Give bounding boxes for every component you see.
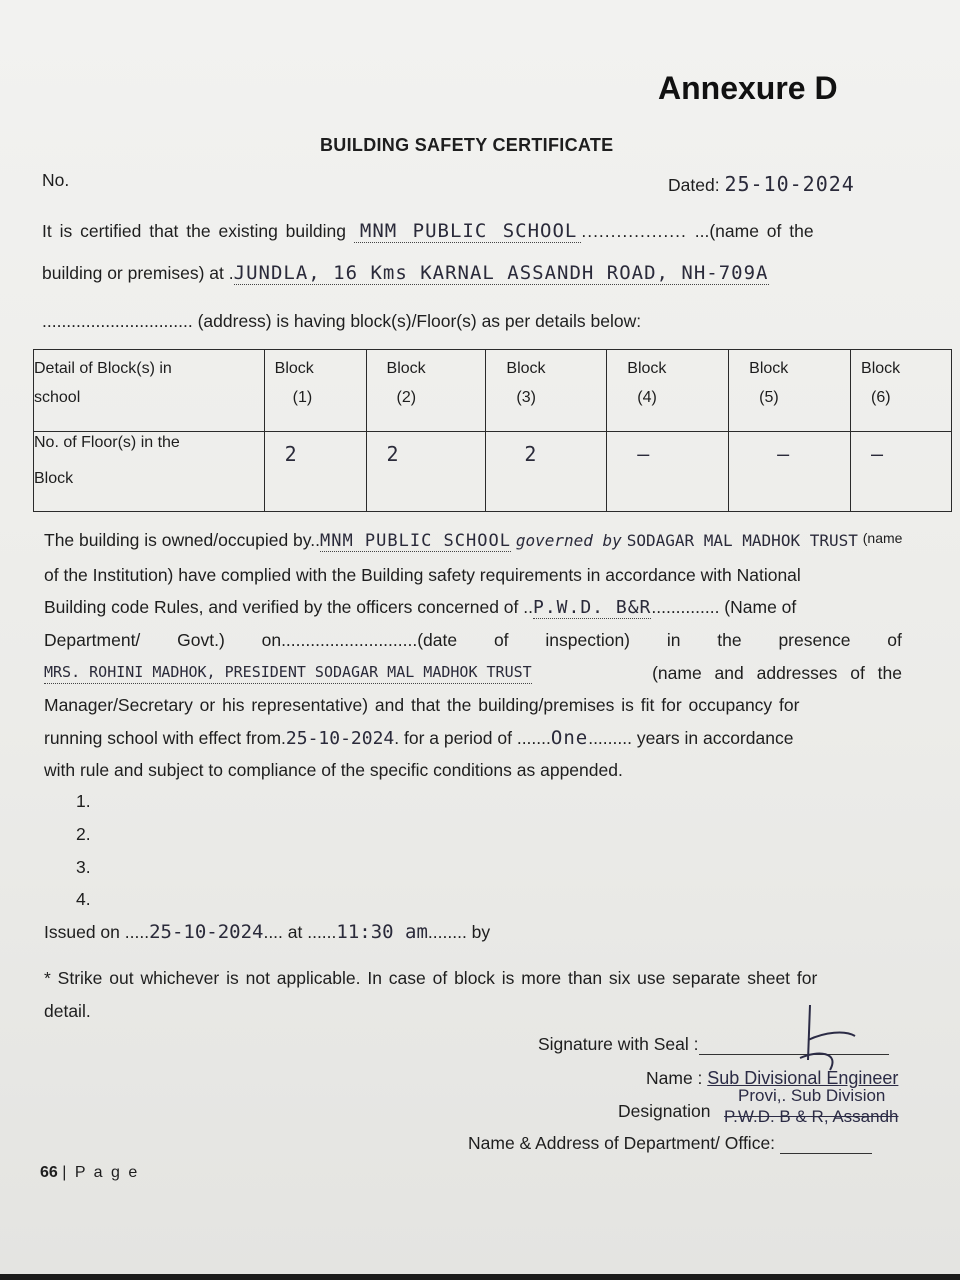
floor-count-2 — [366, 432, 486, 512]
intro-line-1-suffix: ...(name of the — [694, 221, 814, 241]
floor-count-3 — [486, 432, 607, 512]
body-line-7-prefix: running school with effect from. — [44, 728, 286, 748]
issued-prefix: Issued on ..... — [44, 922, 150, 942]
block-word: Block — [627, 360, 667, 377]
body-line-4-word: in — [666, 630, 681, 650]
block-header-3 — [486, 350, 607, 432]
block-word: Block — [274, 360, 314, 377]
body-line-4-word: on............................(date — [261, 630, 458, 650]
floor-value: — — [871, 442, 885, 466]
block-details-table — [33, 349, 952, 512]
building-name: MNM PUBLIC SCHOOL — [354, 220, 581, 243]
condition-4: 4. — [76, 889, 91, 909]
body-line-4-word: presence — [778, 630, 851, 650]
issued-at: .... at ...... — [263, 922, 337, 942]
block-header-1 — [264, 350, 366, 432]
floor-value: 2 — [524, 442, 538, 466]
condition-2: 2. — [76, 824, 91, 844]
body-line-8: with rule and subject to compliance of the specific conditions as appended. — [44, 760, 623, 780]
body-line-7 — [44, 727, 793, 749]
body-line-3-prefix: Building code Rules, and verified by the officers concerned of .. — [44, 597, 533, 617]
designation-label: Designation — [618, 1101, 711, 1121]
block-word: Block — [506, 360, 546, 377]
floor-value: — — [777, 442, 791, 466]
floor-count-5 — [729, 432, 851, 512]
office-row — [468, 1133, 872, 1154]
intro-line-3-text: (address) is having block(s)/Floor(s) as per details below: — [197, 311, 642, 331]
intro-line-3 — [42, 311, 641, 332]
floor-value: — — [637, 442, 651, 466]
body-line-4-word: Department/ — [44, 630, 141, 650]
floor-value: 2 — [386, 442, 400, 466]
body-line-4-word: the — [717, 630, 742, 650]
block-word: Block — [749, 360, 789, 377]
name-stamp: Sub Divisional Engineer — [707, 1068, 899, 1088]
premises-address: JUNDLA, 16 Kms KARNAL ASSANDH ROAD, NH-709A — [233, 262, 769, 284]
body-line-4-word: Govt.) — [177, 630, 225, 650]
trust-name: SODAGAR MAL MADHOK TRUST — [626, 531, 858, 550]
owner-line — [44, 530, 902, 551]
body-line-6: Manager/Secretary or his representative) and that the building/premises is fit for occupancy for — [44, 695, 800, 715]
block-header-4 — [607, 350, 729, 432]
owner-prefix: The building is owned/occupied by.. — [44, 530, 320, 550]
name-label: Name : — [646, 1068, 703, 1088]
block-number: (1) — [292, 389, 313, 406]
body-line-4 — [44, 630, 902, 651]
governed-by: governed by — [515, 531, 622, 550]
body-line-5 — [44, 663, 902, 684]
floor-count-label-cell — [34, 432, 265, 512]
intro-line-2 — [42, 262, 769, 284]
name-word: (name — [862, 530, 903, 546]
body-line-4-word: of — [493, 630, 509, 650]
floor-count-4 — [607, 432, 729, 512]
body-line-2: of the Institution) have complied with the Building safety requirements in accordance with National — [44, 565, 801, 585]
office-label: Name & Address of Department/ Office: — [468, 1133, 776, 1153]
intro-line-1: It is certified that the existing building MNM PUBLIC SCHOOL .................. ...(name of the — [42, 220, 814, 242]
signature-label: Signature with Seal : — [538, 1034, 699, 1054]
issued-date: 25-10-2024 — [149, 921, 264, 943]
note-line-2: detail. — [44, 1001, 91, 1021]
effect-from-date: 25-10-2024 — [285, 728, 395, 749]
body-line-3-suffix: .............. (Name of — [651, 597, 797, 617]
condition-3: 3. — [76, 857, 91, 877]
owner-name: MNM PUBLIC SCHOOL — [319, 531, 511, 551]
floor-count-label: No. of Floor(s) in the — [34, 434, 180, 451]
floor-count-label-cont: Block — [34, 470, 74, 487]
body-line-7-mid: . for a period of ....... — [394, 728, 551, 748]
block-number: (4) — [637, 389, 657, 406]
block-number: (5) — [759, 389, 779, 406]
block-word: Block — [386, 360, 426, 377]
dated-value: 25-10-2024 — [724, 172, 855, 196]
body-line-3 — [44, 597, 796, 618]
page-number: 66 — [40, 1164, 58, 1181]
scan-edge — [0, 1274, 960, 1280]
body-line-5-suffix: (name and addresses of the — [652, 663, 902, 683]
block-header-6 — [851, 350, 952, 432]
intro-line-1-prefix: It is certified that the existing building — [42, 221, 346, 241]
intro-line-3-dots: ............................... — [42, 311, 193, 331]
floor-count-6 — [851, 432, 952, 512]
annexure-heading: Annexure D — [658, 70, 838, 106]
body-line-7-suffix: ......... years in accordance — [588, 728, 794, 748]
block-detail-label-cont: school — [34, 389, 81, 406]
dated-label: Dated: — [668, 175, 720, 195]
block-word: Block — [861, 360, 901, 377]
block-header-2 — [366, 350, 486, 432]
body-line-4-word: inspection) — [545, 630, 631, 650]
block-number: (2) — [396, 389, 417, 406]
issued-line — [44, 921, 490, 943]
floor-count-1 — [264, 432, 366, 512]
block-number: (3) — [516, 389, 536, 406]
block-header-5 — [729, 350, 851, 432]
certificate-title: BUILDING SAFETY CERTIFICATE — [320, 135, 614, 155]
block-number: (6) — [871, 389, 891, 406]
dated-row — [668, 172, 855, 196]
block-detail-label: Detail of Block(s) in — [34, 360, 172, 377]
designation-stamp-line-1: Provi,. Sub Division — [738, 1086, 886, 1105]
body-line-4-word: of — [887, 630, 902, 650]
designation-stamp-line-2: P.W.D. B & R, Assandh — [724, 1107, 899, 1126]
page-word: | P a g e — [62, 1164, 140, 1181]
intro-line-2-prefix: building or premises) at . — [42, 263, 234, 283]
block-detail-label-cell — [34, 350, 265, 432]
page-footer — [40, 1164, 139, 1182]
floor-value: 2 — [284, 442, 298, 466]
office-line — [780, 1153, 872, 1154]
department-name: P.W.D. B&R — [533, 597, 652, 618]
validity-period: One — [550, 727, 589, 749]
condition-1: 1. — [76, 791, 91, 811]
issued-time: 11:30 am — [336, 921, 428, 943]
note-line-1: * Strike out whichever is not applicable. In case of block is more than six use separate sheet for — [44, 968, 818, 988]
certificate-number-label: No. — [42, 170, 70, 190]
presence-name: MRS. ROHINI MADHOK, PRESIDENT SODAGAR MAL MADHOK TRUST — [44, 663, 532, 684]
issued-by: ........ by — [427, 922, 491, 942]
